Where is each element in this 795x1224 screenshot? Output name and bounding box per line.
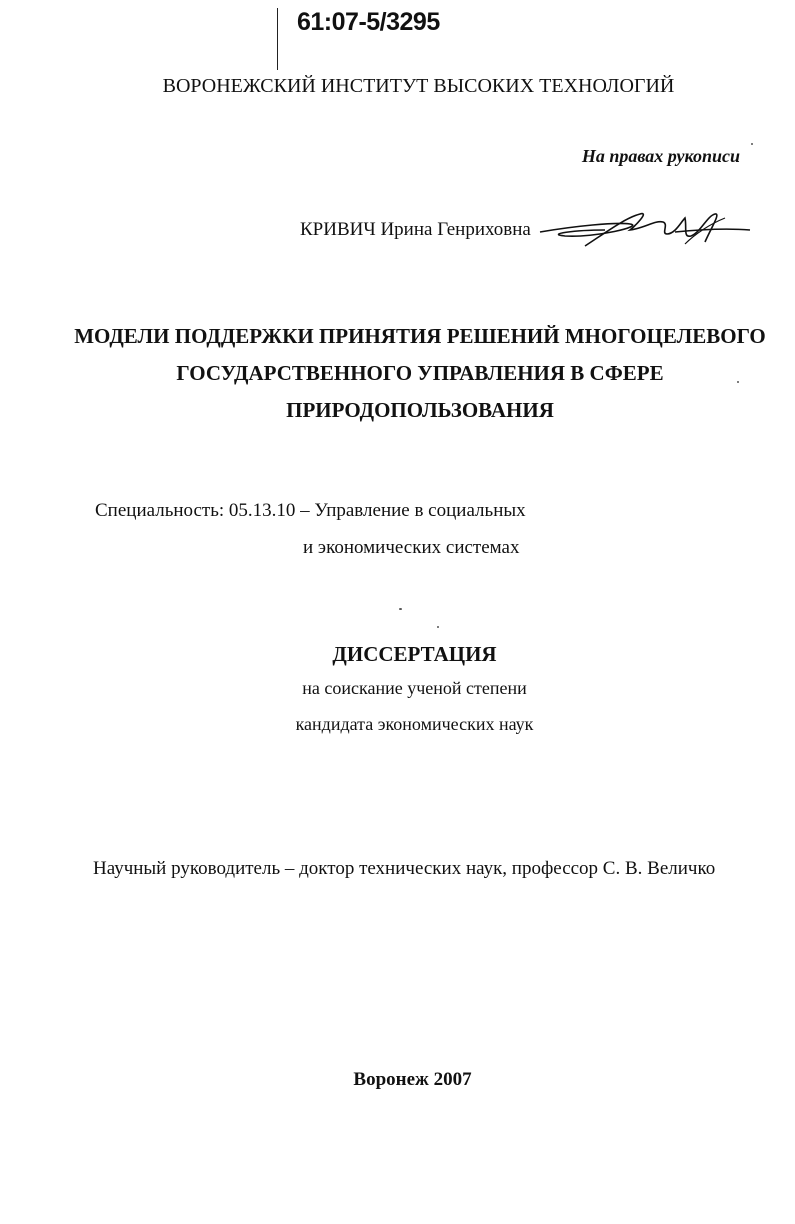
scan-speck (751, 143, 753, 145)
catalog-margin-line (277, 8, 278, 70)
degree-line-2: кандидата экономических наук (295, 714, 534, 734)
signature-image (535, 208, 755, 253)
title-line: ПРИРОДОПОЛЬЗОВАНИЯ (286, 398, 554, 422)
degree-line-1: на соискание ученой степени (302, 678, 527, 698)
city-year: Воронеж 2007 (353, 1069, 472, 1090)
title-line: МОДЕЛИ ПОДДЕРЖКИ ПРИНЯТИЯ РЕШЕНИЙ МНОГОЦЕЛЕВОГО (74, 324, 766, 348)
author-name: КРИВИЧ Ирина Генриховна (300, 219, 531, 240)
title-line: ГОСУДАРСТВЕННОГО УПРАВЛЕНИЯ В СФЕРЕ (176, 361, 664, 385)
institute-name: ВОРОНЕЖСКИЙ ИНСТИТУТ ВЫСОКИХ ТЕХНОЛОГИЙ (162, 75, 675, 97)
scientific-advisor: Научный руководитель – доктор технических наук, профессор С. В. Величко (93, 858, 716, 879)
scan-speck (437, 626, 439, 628)
catalog-number: 61:07-5/3295 (297, 8, 440, 36)
dissertation-title (60, 318, 780, 429)
scan-speck (737, 381, 739, 383)
scan-speck (399, 608, 402, 610)
dissertation-heading: ДИССЕРТАЦИЯ (332, 642, 497, 666)
specialty-line-2: и экономических системах (303, 537, 520, 558)
specialty-line-1: Специальность: 05.13.10 – Управление в социальных (95, 500, 526, 521)
manuscript-note: На правах рукописи (581, 146, 740, 166)
